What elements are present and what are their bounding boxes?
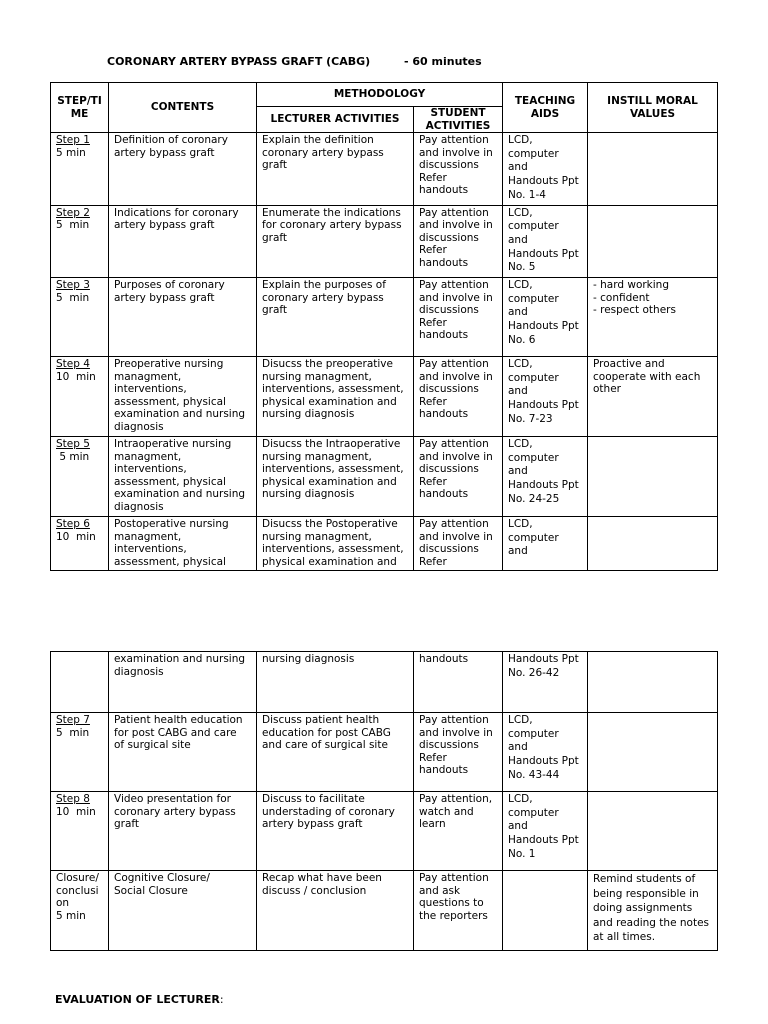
lecturer-activity-line: nursing managment,	[262, 530, 372, 543]
student-activity-line: discussions	[419, 463, 479, 476]
teaching-aids-line: No. 43-44	[508, 768, 560, 781]
moral-values-line: - confident	[593, 291, 650, 304]
lecturer-activity-line: graft	[262, 159, 288, 171]
teaching-aids-cell	[503, 278, 588, 357]
teaching-aids-line: LCD,	[508, 714, 533, 726]
step-cell	[51, 133, 109, 206]
table-row	[51, 792, 718, 871]
contents-line: diagnosis	[114, 420, 164, 433]
step-label: Step 4	[56, 358, 90, 371]
step-duration: 5 min	[56, 909, 86, 922]
moral-values-line: at all times.	[593, 931, 656, 943]
moral-values-cell	[588, 278, 718, 357]
contents-line: managment,	[114, 450, 182, 463]
contents-line: Preoperative nursing	[114, 358, 224, 371]
contents-line: Definition of coronary	[114, 134, 228, 146]
contents-line: coronary artery bypass	[114, 805, 236, 818]
teaching-aids-line: and	[508, 385, 528, 398]
step-label: Step 5	[56, 438, 90, 451]
lecturer-activity-cell	[257, 278, 414, 357]
step-cell	[51, 357, 109, 437]
table-row	[51, 871, 718, 951]
lecturer-activity-cell	[257, 652, 414, 713]
teaching-aids-line: and	[508, 161, 528, 174]
student-activity-line: Pay attention	[419, 714, 489, 726]
contents-cell	[109, 437, 257, 517]
lecturer-activity-line: interventions, assessment,	[262, 463, 404, 476]
student-activity-line: discussions	[419, 231, 479, 244]
teaching-aids-line: Handouts Ppt	[508, 479, 579, 492]
student-activity-line: Pay attention	[419, 872, 489, 884]
student-activities-header: STUDENT ACTIVITIES	[414, 107, 503, 133]
step-cell	[51, 713, 109, 792]
moral-values-cell	[588, 205, 718, 278]
student-activity-line: the reporters	[419, 909, 488, 922]
lecturer-activity-line: coronary artery bypass	[262, 146, 384, 159]
step-cell	[51, 792, 109, 871]
lecturer-activity-line: education for post CABG	[262, 726, 391, 739]
contents-header: CONTENTS	[109, 83, 257, 133]
table-row	[51, 133, 718, 206]
table-row	[51, 517, 718, 571]
lecturer-activity-cell	[257, 792, 414, 871]
teaching-aids-line: Handouts Ppt	[508, 653, 579, 665]
student-activity-line: Refer	[419, 751, 447, 764]
teaching-aids-cell	[503, 517, 588, 571]
contents-line: Social Closure	[114, 884, 188, 897]
lecturer-activity-line: understading of coronary	[262, 805, 395, 818]
teaching-aids-line: and	[508, 233, 528, 246]
contents-cell	[109, 133, 257, 206]
moral-values-line: - hard working	[593, 279, 669, 292]
step-duration: 10 min	[56, 805, 96, 818]
teaching-aids-line: LCD,	[508, 438, 533, 451]
student-activity-line: Refer	[419, 244, 447, 257]
teaching-aids-line: LCD,	[508, 206, 533, 219]
teaching-aids-line: computer	[508, 531, 559, 544]
teaching-aids-line: and	[508, 545, 528, 558]
step-cell	[51, 652, 109, 713]
student-activity-line: Pay attention	[419, 134, 489, 146]
contents-line: Patient health education	[114, 714, 243, 726]
moral-values-line: being responsible in	[593, 887, 699, 900]
teaching-aids-line: Handouts Ppt	[508, 320, 579, 333]
student-activity-cell	[414, 437, 503, 517]
teaching-aids-line: Handouts Ppt	[508, 755, 579, 768]
contents-cell	[109, 517, 257, 571]
teaching-aids-cell	[503, 713, 588, 792]
contents-line: Cognitive Closure/	[114, 872, 210, 884]
contents-cell	[109, 652, 257, 713]
student-activity-line: handouts	[419, 329, 469, 342]
student-activity-line: Refer	[419, 555, 447, 568]
contents-line: examination and nursing	[114, 408, 246, 421]
student-activity-line: discussions	[419, 304, 479, 317]
student-activity-line: discussions	[419, 383, 479, 396]
lecturer-activity-line: Disucss the Postoperative	[262, 518, 398, 531]
contents-line: artery bypass graft	[114, 219, 215, 232]
teaching-aids-cell	[503, 437, 588, 517]
lecturer-activity-line: physical examination and	[262, 475, 397, 488]
teaching-aids-line: LCD,	[508, 134, 533, 146]
moral-values-cell	[588, 517, 718, 571]
teaching-aids-cell	[503, 652, 588, 713]
student-activity-line: Pay attention	[419, 438, 489, 451]
student-activity-line: Pay attention	[419, 279, 489, 292]
step-cell	[51, 517, 109, 571]
moral-values-header: INSTILL MORAL VALUES	[588, 83, 718, 133]
methodology-header: METHODOLOGY	[257, 83, 503, 107]
contents-line: diagnosis	[114, 665, 164, 678]
teaching-aids-line: LCD,	[508, 793, 533, 805]
student-activity-cell	[414, 792, 503, 871]
lecturer-activity-line: physical examination and	[262, 395, 397, 408]
teaching-aids-line: and	[508, 741, 528, 754]
contents-line: Video presentation for	[114, 793, 231, 805]
moral-values-line: other	[593, 383, 621, 396]
student-activity-cell	[414, 713, 503, 792]
lecturer-activity-line: interventions, assessment,	[262, 543, 404, 556]
step-label: Closure/	[56, 872, 99, 884]
table-row	[51, 652, 718, 713]
step-duration: conclusi	[56, 884, 99, 897]
student-activity-cell	[414, 517, 503, 571]
contents-line: Postoperative nursing	[114, 518, 229, 531]
evaluation-of-lecturer-label: EVALUATION OF LECTURER:	[55, 993, 224, 1006]
lecturer-activity-cell	[257, 437, 414, 517]
step-duration: 10 min	[56, 530, 96, 543]
student-activity-line: Pay attention	[419, 518, 489, 531]
lesson-title: CORONARY ARTERY BYPASS GRAFT (CABG)	[107, 55, 371, 68]
table-row	[51, 278, 718, 357]
table-row	[51, 357, 718, 437]
contents-line: interventions,	[114, 383, 187, 396]
step-duration: 10 min	[56, 370, 96, 383]
contents-line: Indications for coronary	[114, 206, 239, 219]
contents-cell	[109, 792, 257, 871]
teaching-aids-line: No. 7-23	[508, 412, 553, 425]
teaching-aids-line: computer	[508, 451, 559, 464]
lecturer-activity-line: nursing diagnosis	[262, 408, 355, 421]
lecturer-activity-line: Discuss to facilitate	[262, 793, 365, 805]
teaching-aids-line: computer	[508, 292, 559, 305]
step-duration: on	[56, 897, 70, 909]
contents-line: of surgical site	[114, 739, 191, 751]
moral-values-cell	[588, 792, 718, 871]
moral-values-line: - respect others	[593, 304, 676, 317]
lecturer-activity-cell	[257, 357, 414, 437]
step-label: Step 1	[56, 134, 90, 146]
lecturer-activity-line: for coronary artery bypass	[262, 219, 402, 232]
teaching-aids-header: TEACHING AIDS	[503, 83, 588, 133]
teaching-aids-line: LCD,	[508, 518, 533, 531]
teaching-aids-line: No. 24-25	[508, 492, 560, 505]
moral-values-cell	[588, 652, 718, 713]
student-activity-line: and involve in	[419, 370, 493, 383]
lecturer-activity-line: nursing diagnosis	[262, 653, 355, 665]
contents-line: for post CABG and care	[114, 726, 237, 739]
moral-values-cell	[588, 713, 718, 792]
teaching-aids-cell	[503, 871, 588, 951]
contents-line: assessment, physical	[114, 395, 226, 408]
lecturer-activity-line: artery bypass graft	[262, 818, 363, 830]
lecturer-activity-cell	[257, 133, 414, 206]
teaching-aids-line: computer	[508, 727, 559, 740]
student-activity-line: handouts	[419, 653, 469, 665]
contents-line: managment,	[114, 530, 182, 543]
student-activity-line: Pay attention	[419, 358, 489, 371]
student-activity-line: Refer	[419, 316, 447, 329]
lecturer-activity-line: Disucss the Intraoperative	[262, 438, 401, 451]
teaching-aids-cell	[503, 357, 588, 437]
contents-cell	[109, 357, 257, 437]
student-activity-line: and ask	[419, 884, 461, 897]
lecturer-activity-line: physical examination and	[262, 555, 397, 568]
student-activity-line: learn	[419, 818, 446, 830]
teaching-aids-cell	[503, 205, 588, 278]
teaching-aids-line: computer	[508, 371, 559, 384]
teaching-aids-line: No. 5	[508, 261, 536, 274]
contents-line: assessment, physical	[114, 555, 226, 568]
step-label: Step 7	[56, 714, 90, 726]
teaching-aids-line: LCD,	[508, 358, 533, 371]
moral-values-line: cooperate with each	[593, 370, 701, 383]
moral-values-line: doing assignments	[593, 902, 693, 914]
lesson-duration: - 60 minutes	[404, 55, 482, 68]
teaching-aids-line: Handouts Ppt	[508, 175, 579, 188]
contents-line: examination and nursing	[114, 488, 246, 501]
lecturer-activity-line: Disucss the preoperative	[262, 358, 393, 371]
lecturer-activity-cell	[257, 713, 414, 792]
teaching-aids-line: and	[508, 465, 528, 478]
student-activity-line: and involve in	[419, 291, 493, 304]
table-row	[51, 437, 718, 517]
step-duration: 5 min	[56, 726, 90, 739]
teaching-aids-line: No. 1	[508, 847, 536, 860]
step-duration: 5 min	[56, 219, 90, 232]
contents-line: diagnosis	[114, 500, 164, 513]
teaching-aids-line: Handouts Ppt	[508, 247, 579, 260]
student-activity-line: handouts	[419, 408, 469, 421]
lecturer-activity-line: nursing managment,	[262, 370, 372, 383]
moral-values-line: and reading the notes	[593, 916, 710, 929]
lecturer-activity-line: discuss / conclusion	[262, 884, 367, 897]
moral-values-cell	[588, 437, 718, 517]
contents-line: graft	[114, 818, 140, 830]
moral-values-cell	[588, 357, 718, 437]
contents-cell	[109, 871, 257, 951]
student-activity-line: handouts	[419, 256, 469, 269]
lecturer-activity-cell	[257, 205, 414, 278]
student-activity-cell	[414, 871, 503, 951]
step-cell	[51, 871, 109, 951]
teaching-aids-line: and	[508, 306, 528, 319]
teaching-aids-line: and	[508, 820, 528, 833]
contents-cell	[109, 278, 257, 357]
lecturer-activity-cell	[257, 517, 414, 571]
teaching-aids-line: computer	[508, 806, 559, 819]
teaching-aids-line: No. 1-4	[508, 188, 546, 201]
contents-cell	[109, 205, 257, 278]
student-activity-line: and involve in	[419, 530, 493, 543]
student-activity-line: Refer	[419, 171, 447, 184]
student-activity-line: handouts	[419, 764, 469, 776]
step-time-header: STEP/TI ME	[51, 83, 109, 133]
student-activity-line: discussions	[419, 159, 479, 171]
step-label: Step 2	[56, 206, 90, 219]
lesson-plan-table-page1	[50, 82, 718, 571]
moral-values-cell	[588, 871, 718, 951]
student-activity-cell	[414, 357, 503, 437]
student-activity-line: handouts	[419, 488, 469, 501]
lecturer-activity-line: nursing diagnosis	[262, 488, 355, 501]
lecturer-activity-line: Discuss patient health	[262, 714, 380, 726]
lecturer-activity-line: coronary artery bypass	[262, 291, 384, 304]
contents-line: assessment, physical	[114, 475, 226, 488]
student-activity-cell	[414, 133, 503, 206]
table-row	[51, 713, 718, 792]
student-activity-line: Refer	[419, 475, 447, 488]
step-label: Step 6	[56, 518, 90, 531]
lecturer-activity-line: Enumerate the indications	[262, 206, 401, 219]
moral-values-line: Proactive and	[593, 358, 665, 371]
student-activity-line: and involve in	[419, 726, 493, 739]
student-activity-line: discussions	[419, 739, 479, 751]
teaching-aids-cell	[503, 792, 588, 871]
lecturer-activity-line: Explain the purposes of	[262, 279, 386, 292]
student-activity-line: questions to	[419, 897, 484, 909]
student-activity-cell	[414, 278, 503, 357]
step-cell	[51, 437, 109, 517]
contents-line: interventions,	[114, 463, 187, 476]
contents-line: managment,	[114, 370, 182, 383]
moral-values-line: Remind students of	[593, 873, 696, 885]
student-activity-line: Pay attention,	[419, 793, 493, 805]
teaching-aids-line: No. 26-42	[508, 666, 560, 679]
lecturer-activity-line: nursing managment,	[262, 450, 372, 463]
student-activity-line: and involve in	[419, 219, 493, 232]
step-duration: 5 min	[56, 146, 86, 159]
lecturer-activity-line: and care of surgical site	[262, 739, 388, 751]
contents-line: artery bypass graft	[114, 146, 215, 159]
step-label: Step 8	[56, 793, 90, 805]
contents-line: examination and nursing	[114, 653, 246, 665]
contents-line: interventions,	[114, 543, 187, 556]
lecturer-activity-line: Explain the definition	[262, 134, 374, 146]
teaching-aids-line: LCD,	[508, 279, 533, 292]
student-activity-cell	[414, 205, 503, 278]
lecturer-activity-line: interventions, assessment,	[262, 383, 404, 396]
contents-line: Purposes of coronary	[114, 279, 225, 292]
student-activity-line: Pay attention	[419, 206, 489, 219]
moral-values-cell	[588, 133, 718, 206]
lecturer-activity-line: graft	[262, 231, 288, 244]
teaching-aids-line: computer	[508, 147, 559, 160]
lecturer-activity-cell	[257, 871, 414, 951]
student-activity-line: watch and	[419, 805, 474, 818]
student-activity-cell	[414, 652, 503, 713]
teaching-aids-line: Handouts Ppt	[508, 399, 579, 412]
step-duration: 5 min	[56, 450, 90, 463]
student-activity-line: Refer	[419, 395, 447, 408]
step-cell	[51, 205, 109, 278]
lecturer-activities-header: LECTURER ACTIVITIES	[257, 107, 414, 133]
lesson-plan-table-page2	[50, 651, 718, 951]
table-row	[51, 205, 718, 278]
lecturer-activity-line: graft	[262, 304, 288, 317]
teaching-aids-line: Handouts Ppt	[508, 834, 579, 847]
contents-cell	[109, 713, 257, 792]
lecturer-activity-line: Recap what have been	[262, 872, 382, 884]
step-duration: 5 min	[56, 291, 90, 304]
student-activity-line: handouts	[419, 184, 469, 196]
student-activity-line: and involve in	[419, 450, 493, 463]
contents-line: artery bypass graft	[114, 291, 215, 304]
student-activity-line: discussions	[419, 543, 479, 556]
step-label: Step 3	[56, 279, 90, 292]
teaching-aids-line: No. 6	[508, 333, 536, 346]
teaching-aids-line: computer	[508, 220, 559, 233]
teaching-aids-cell	[503, 133, 588, 206]
contents-line: Intraoperative nursing	[114, 438, 232, 451]
step-cell	[51, 278, 109, 357]
student-activity-line: and involve in	[419, 146, 493, 159]
